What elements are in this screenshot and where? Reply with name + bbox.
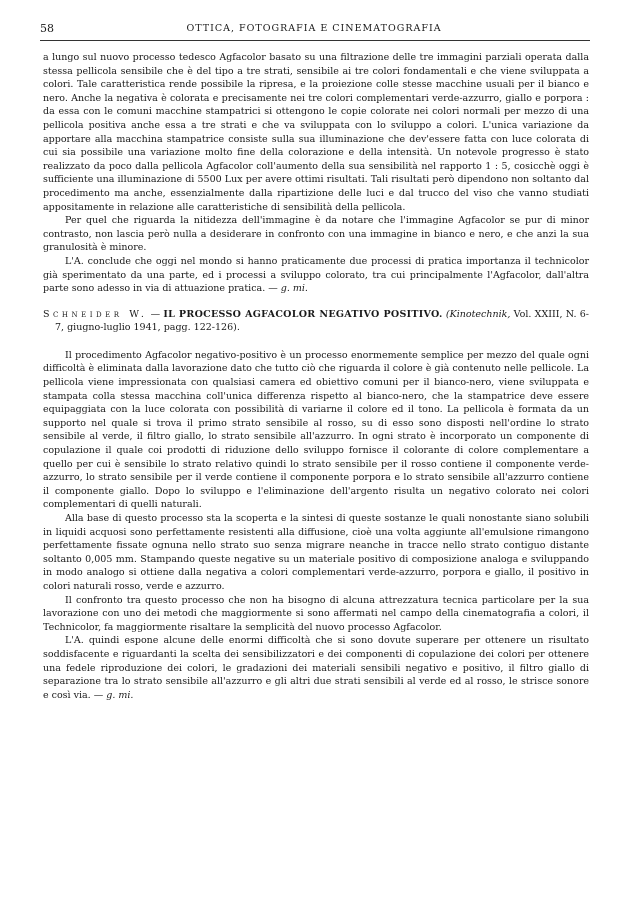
header-rule <box>40 40 590 41</box>
review-two-heading <box>43 308 589 335</box>
review-two-paragraph-2: Alla base di questo processo sta la scoperta e la sintesi di queste sostanze le quali nonostante siano solubili in liquidi acquosi sono perfettamente resistenti alla diffusione, cioè una volta aggiunte all'emulsione rimangono perfettamente fissate ognuna nello strato suo senza migrare neanche in tracce nello strato contiguo distante soltanto 0,005 mm. Stampando queste negative su un materiale positivo di composizione analoga e sviluppando in modo analogo si ottiene dalla negativa a colori complementari verde-azzurro, porpora e giallo, il positivo in colori naturali rosso, verde e azzurro. <box>43 513 589 592</box>
review-two-initials: g. mi. <box>106 689 134 701</box>
review-two-journal: (Kinotechnik, <box>445 308 511 320</box>
page-body <box>43 51 589 702</box>
running-title: OTTICA, FOTOGRAFIA E CINEMATOGRAFIA <box>186 23 442 34</box>
review-one-paragraph-2: Per quel che riguarda la nitidezza dell'immagine è da notare che l'immagine Agfacolor se pur di minor contrasto, non lascia però nulla a desiderare in confronto con una immagine in bianco e nero, e che anzi la sua granulosità è minore. <box>43 215 589 254</box>
review-two-conclusion-text: L'A. quindi espone alcune delle enormi difficoltà che si sono dovute superare per ottenere un risultato soddisfacente e riguardanti la scelta dei sensibilizzatori e dei componenti di copulazione dei colori per ottenere una fedele riproduzione dei colori, le gradazioni dei materiali sensibili negativo e positivo, il filtro giallo di separazione tra lo strato sensibile all'azzurro e gli altri due strati sensibili al verde ed al rosso, le strisce sonore e così via. — <box>43 635 589 701</box>
review-two-dash: — <box>147 308 164 320</box>
review-two-author: Schneider W. <box>43 308 148 320</box>
review-two-title: IL PROCESSO AGFACOLOR NEGATIVO POSITIVO. <box>163 308 443 320</box>
review-one-paragraph-3 <box>43 255 589 296</box>
review-two-paragraph-1: Il procedimento Agfacolor negativo-positivo è un processo enormemente semplice per mezzo del quale ogni difficoltà è eliminata dalla lavorazione dato che tutto ciò che riguarda il colore è già contenuto nelle pellicole. La pellicola viene impressionata con qualsiasi camera ed obiettivo comuni per il bianco-nero, viene sviluppata e stampata colla stessa macchina coll'unica differenza rispetto al bianco-nero, che la stampatrice deve essere equipaggiata con la luce colorata con possibilità di variarne il colore ed il tono. La pellicola è formata da un supporto nel quale si trova il primo strato sensibile al rosso, su di esso sono disposti nell'ordine lo strato sensibile al verde, il filtro giallo, lo strato sensibile all'azzurro. In ogni strato è incorporato un componente di copulazione il quale coi prodotti di riduzione dello sviluppo fornisce il colorante di colore complementare a quello per cui è sensibile lo strato relativo quindi lo strato sensibile per il rosso contiene il componente verde-azzurro, lo strato sensibile per il verde contiene il componente porpora e lo strato sensibile all'azzurro contiene il componente giallo. Dopo lo sviluppo e l'eliminazione dell'argento risulta un negativo colorato nei colori complementari di quelli naturali. <box>43 349 589 511</box>
review-two-paragraph-3: Il confronto tra questo processo che non ha bisogno di alcuna attrezzatura tecnica particolare per la sua lavorazione con uno dei metodi che maggiormente si sono affermati nel campo della cinematografia a colori, il Technicolor, fa maggiormente risaltare la semplicità del nuovo processo Agfacolor. <box>43 594 589 633</box>
review-one-conclusion-text: L'A. conclude che oggi nel mondo si hanno praticamente due processi di pratica importanza il technicolor già sperimentato da una parte, ed i processi a sviluppo colorato, tra cui principalmente l'Agfacolor, dall'altra parte sono adesso in via di attuazione pratica. — <box>43 255 589 295</box>
page-number: 58 <box>40 22 54 35</box>
running-header <box>40 22 588 38</box>
review-two-citation: Vol. XXIII, N. 6-7, giugno-luglio 1941, pagg. 122-126). <box>55 308 589 334</box>
review-two-paragraph-4 <box>43 634 589 702</box>
review-one-initials: g. mi. <box>280 283 308 295</box>
review-one-paragraph-1: a lungo sul nuovo processo tedesco Agfacolor basato su una filtrazione delle tre immagini parziali operata dalla stessa pellicola sensibile che è del tipo a tre strati, sensibile ai tre colori fondamentali e che viene sviluppata a colori. Tale caratteristica rende possibile la ripresa, e la proiezione colle stesse macchine usuali per il bianco e nero. Anche la negativa è colorata e precisamente nei tre colori complementari verde-azzurro, giallo e porpora : da essa con le comuni macchine stampatrici si ottengono le copie colorate nei colori normali per mezzo di una pellicola positiva anche essa a tre strati e che va sviluppata con lo sviluppo a colori. L'unica variazione da apportare alla macchina stampatrice consiste sulla sua illuminazione che dev'essere fatta con luce colorata di cui sia possibile una variazione molto fine della colorazione e della intensità. Un notevole progresso è stato realizzato da poco dalla pellicola Agfacolor coll'aumento della sua sensibilità nel rapporto 1 : 5, cosicchè oggi è sufficiente una illuminazione di 5500 Lux per avere ottimi risultati. Tali risultati però dipendono non soltanto dal procedimento ma anche, essenzialmente dalla ripartizione delle luci e dal trucco del viso che vanno studiati appositamente in relazione alle caratteristiche di sensibilità della pellicola. <box>43 52 589 213</box>
